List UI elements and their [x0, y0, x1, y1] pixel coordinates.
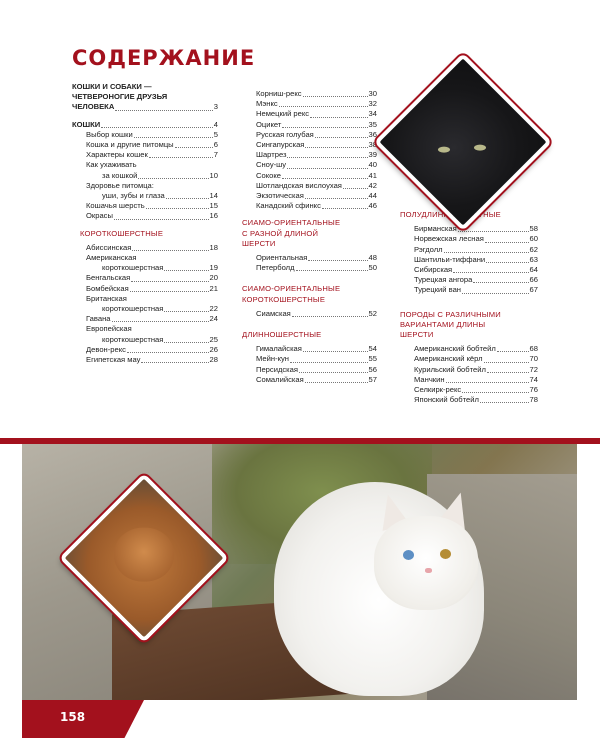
toc-entry[interactable]: Мэнкс 32	[256, 99, 377, 109]
section-heading: СИАМО-ОРИЕНТАЛЬНЫЕ	[242, 218, 341, 228]
toc-entry[interactable]: Корниш-рекс 30	[256, 89, 377, 98]
page-title: СОДЕРЖАНИЕ	[72, 46, 256, 70]
toc-entry[interactable]: ЧЕЛОВЕКА 3	[72, 102, 218, 112]
toc-entry[interactable]: Окрасы 16	[86, 211, 218, 221]
toc-entry[interactable]: Гималайская 54	[256, 344, 377, 354]
toc-entry[interactable]: Петерболд 50	[256, 263, 377, 273]
toc-entry[interactable]: короткошерстная 22	[102, 304, 218, 314]
cat-eye	[474, 145, 486, 151]
toc-intro-line: ЧЕТВЕРОНОГИЕ ДРУЗЬЯ	[72, 92, 168, 102]
white-cat-head	[374, 516, 478, 610]
toc-intro-line: КОШКИ И СОБАКИ —	[72, 82, 152, 91]
cat-nose	[425, 568, 432, 573]
cat-eye-blue	[403, 550, 414, 560]
toc-entry[interactable]: Курильский бобтейл 72	[414, 364, 538, 374]
ginger-cat-face	[114, 528, 174, 582]
toc-entry[interactable]: Сиамская 52	[256, 308, 377, 318]
toc-entry[interactable]: Кошачья шерсть 15	[86, 201, 218, 211]
cat-eye-amber	[440, 549, 451, 559]
toc-entry[interactable]: КОШКИ 4	[72, 119, 218, 129]
section-heading: СИАМО-ОРИЕНТАЛЬНЫЕ	[242, 284, 341, 294]
toc-entry[interactable]: Манчкин 74	[414, 374, 538, 384]
toc-entry[interactable]: Сококе 41	[256, 170, 377, 180]
toc-entry[interactable]: Немецкий рекс 34	[256, 109, 377, 119]
toc-entry-line: Американская	[86, 253, 137, 263]
toc-entry[interactable]: Американский бобтейл 68	[414, 344, 538, 354]
toc-entry[interactable]: уши, зубы и глаза 14	[102, 191, 218, 201]
toc-entry-line: Британская	[86, 293, 127, 303]
toc-entry[interactable]: Персидская 56	[256, 364, 377, 374]
toc-entry[interactable]: Американский кёрл 70	[414, 354, 538, 364]
toc-entry[interactable]: Оцикет 35	[256, 119, 377, 129]
toc-entry[interactable]: Бирманская 58	[414, 224, 538, 234]
toc-entry[interactable]: Шотландская вислоухая 42	[256, 180, 377, 190]
toc-entry[interactable]: Выбор кошки 5	[86, 129, 218, 139]
toc-column-2	[242, 89, 377, 385]
toc-entry[interactable]: Шантильи-тиффани 63	[414, 254, 538, 264]
toc-entry[interactable]: Рэгдолл 62	[414, 244, 538, 254]
toc-entry[interactable]: Канадский сфинкс 46	[256, 201, 377, 211]
toc-entry[interactable]: Селкирк-рекс 76	[414, 385, 538, 395]
section-heading: ДЛИННОШЕРСТНЫЕ	[242, 330, 322, 340]
toc-entry[interactable]: Русская голубая 36	[256, 129, 377, 139]
section-heading: ШЕРСТИ	[400, 330, 434, 340]
toc-entry[interactable]: Норвежская лесная 60	[414, 234, 538, 244]
page-number: 158	[60, 710, 86, 724]
toc-entry-line: Европейская	[86, 324, 132, 334]
section-heading: ШЕРСТИ	[242, 238, 276, 248]
black-cat-photo	[374, 53, 552, 231]
toc-entry[interactable]: Характеры кошек 7	[86, 150, 218, 160]
toc-entry[interactable]: за кошкой 10	[102, 170, 218, 180]
section-heading: ПОРОДЫ С РАЗЛИЧНЫМИ	[400, 309, 501, 319]
toc-entry[interactable]: Кошка и другие питомцы 6	[86, 140, 218, 150]
toc-entry[interactable]: Мейн-кун 55	[256, 354, 377, 364]
toc-entry[interactable]: Бенгальская 20	[86, 273, 218, 283]
toc-column-1	[72, 82, 218, 365]
toc-entry[interactable]: Турецкий ван 67	[414, 285, 538, 295]
toc-entry[interactable]: Абиссинская 18	[86, 242, 218, 252]
toc-entry[interactable]: Сибирская 64	[414, 265, 538, 275]
section-heading: КОРОТКОШЕРСТНЫЕ	[80, 228, 164, 238]
section-heading: КОРОТКОШЕРСТНЫЕ	[242, 294, 326, 304]
toc-entry[interactable]: Девон-рекс 26	[86, 344, 218, 354]
cat-eye	[438, 147, 450, 153]
toc-entry[interactable]: Сингапурская 38	[256, 140, 377, 150]
toc-entry-line: Как ухаживать	[86, 160, 137, 170]
toc-entry[interactable]: Сомалийская 57	[256, 374, 377, 384]
toc-entry[interactable]: короткошерстная 19	[102, 263, 218, 273]
section-heading: ВАРИАНТАМИ ДЛИНЫ	[400, 319, 486, 329]
toc-entry[interactable]: Сноу-шу 40	[256, 160, 377, 170]
section-heading: С РАЗНОЙ ДЛИНОЙ	[242, 228, 319, 238]
toc-entry[interactable]: Экзотическая 44	[256, 191, 377, 201]
toc-entry-line: Здоровье питомца:	[86, 180, 154, 190]
toc-entry[interactable]: Шартрез 39	[256, 150, 377, 160]
toc-entry[interactable]: Бомбейская 21	[86, 283, 218, 293]
toc-entry[interactable]: Японский бобтейл 78	[414, 395, 538, 405]
section-heading: ПОЛУДЛИННОШЕРСТНЫЕ	[400, 210, 501, 219]
toc-entry[interactable]: Гавана 24	[86, 314, 218, 324]
toc-entry[interactable]: Египетская мау 28	[86, 355, 218, 365]
toc-entry[interactable]: короткошерстная 25	[102, 334, 218, 344]
toc-column-3	[400, 210, 538, 405]
toc-entry[interactable]: Ориентальная 48	[256, 253, 377, 263]
toc-entry[interactable]: Турецкая ангора 66	[414, 275, 538, 285]
